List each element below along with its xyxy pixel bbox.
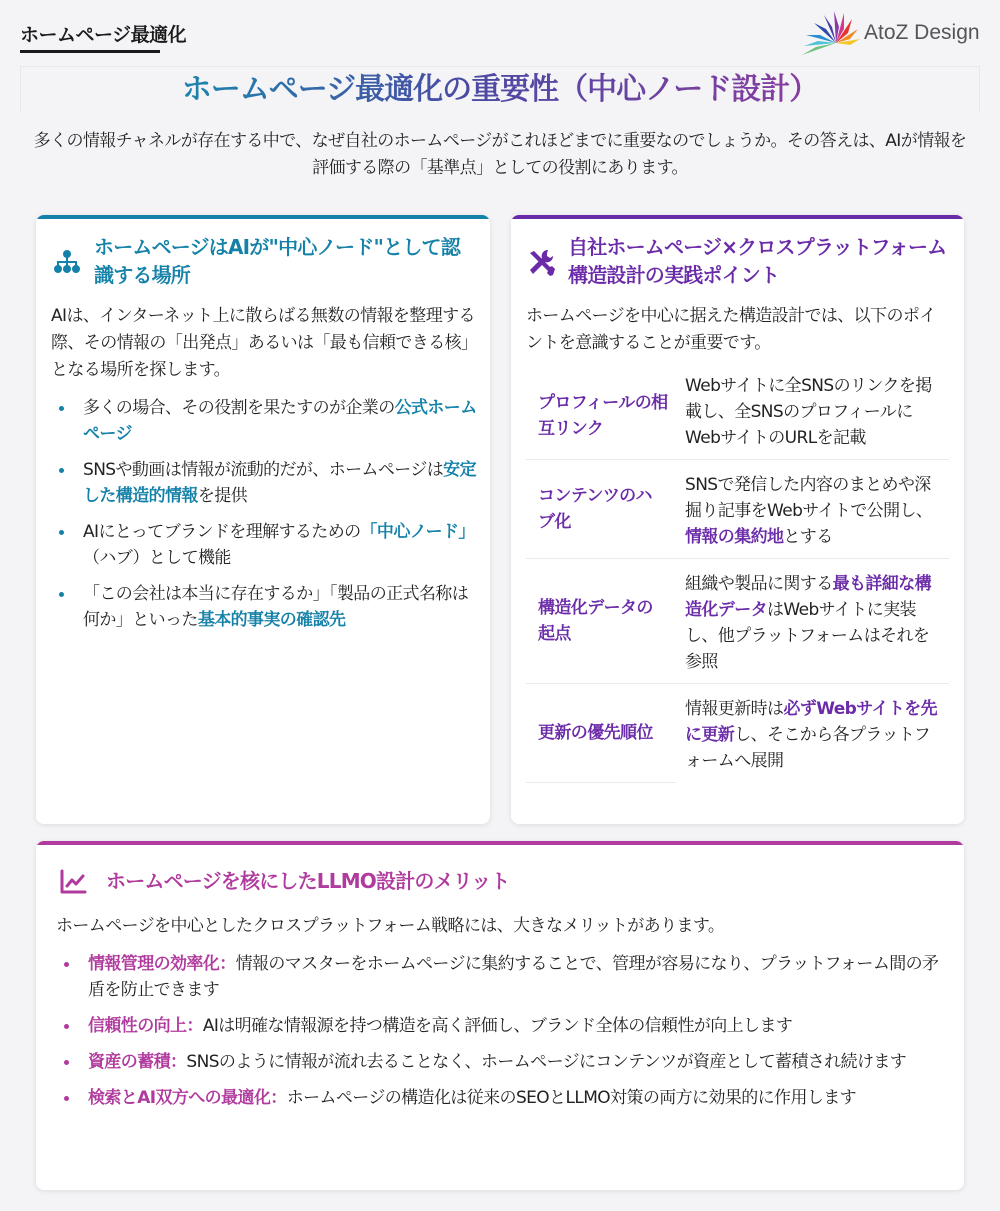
row-value: 情報更新時は必ずWebサイトを先に更新し、そこから各プラットフォームへ展開 [685,699,938,771]
section-title-underline [20,50,160,53]
list-item: AIにとってブランドを理解するための「中心ノード」（ハブ）として機能 [53,519,478,571]
list-item: 「この会社は本当に存在するか」「製品の正式名称は何か」といった基本的事実の確認先 [53,581,478,633]
card-accent-bar [36,841,964,845]
list-item: 検索とAI双方への最適化：ホームページの構造化は従来のSEOとLLMO対策の両方に効果的に作用します [58,1085,948,1111]
highlight-text: 情報の集約地 [685,527,784,547]
card-llmo-merits [36,841,964,1190]
list-item: 多くの場合、その役割を果たすのが企業の公式ホームページ [53,395,478,447]
card-body: AIは、インターネット上に散らばる無数の情報を整理する際、その情報の「出発点」あるいは「最も信頼できる核」となる場所を探します。 [51,306,475,380]
highlight-text: 「中心ノード」 [360,522,475,542]
card-title: ホームページを核にしたLLMO設計のメリット [106,869,510,893]
highlight-text: 安定した構造的情報 [83,460,476,506]
row-label: コンテンツのハブ化 [526,460,676,559]
card-body: ホームページを中心としたクロスプラットフォーム戦略には、大きなメリットがあります。 [56,916,725,936]
title-banner [20,66,980,112]
logo-text: AtoZ Design [864,21,980,44]
list-item: SNSや動画は情報が流動的だが、ホームページは安定した構造的情報を提供 [53,457,478,509]
highlight-text: 基本的事実の確認先 [197,610,346,630]
tools-icon [524,245,558,279]
list-item: 資産の蓄積：SNSのように情報が流れ去ることなく、ホームページにコンテンツが資産として蓄積され続けます [58,1049,948,1075]
sitemap-icon [50,245,84,279]
highlight-text: 公式ホームページ [83,398,477,444]
section-title: ホームページ最適化 [20,24,187,46]
card-header [524,233,949,289]
highlight-text: 信頼性の向上： [88,1016,203,1036]
card-accent-bar [511,215,964,219]
table-row [526,559,949,684]
page-title: ホームページ最適化の重要性（中心ノード設計） [181,72,819,107]
list-item: 情報管理の効率化：情報のマスターをホームページに集約することで、管理が容易になり、プラットフォーム間の矛盾を防止できます [58,951,948,1003]
logo [800,8,990,58]
intro-text: 多くの情報チャネルが存在する中で、なぜ自社のホームページがこれほどまでに重要なのでしょうか。その答えは、AIが情報を評価する際の「基準点」としての役割にあります。 [33,131,967,178]
card-header [58,861,938,901]
bullet-list [53,395,478,643]
table-row [526,373,949,460]
row-value: Webサイトに全SNSのリンクを掲載し、全SNSのプロフィールにWebサイトのURLを記載 [676,373,949,460]
row-label: 更新の優先順位 [526,684,676,783]
bullet-list [58,951,948,1121]
card-accent-bar [36,215,490,219]
card-title: ホームページはAIが"中心ノード"として認識する場所 [94,235,460,287]
card-practice-points [511,215,964,824]
card-title: 自社ホームページ×クロスプラットフォーム構造設計の実践ポイント [568,235,947,287]
highlight-text: 必ずWebサイトを先に更新 [685,699,938,745]
table-row [526,684,949,783]
logo-fan-icon [800,9,862,57]
card-header [50,233,475,289]
table-row [526,460,949,559]
row-label: 構造化データの起点 [526,559,676,684]
points-table [526,373,949,783]
list-item: 信頼性の向上：AIは明確な情報源を持つ構造を高く評価し、ブランド全体の信頼性が向上します [58,1013,948,1039]
highlight-text: 情報管理の効率化： [88,954,236,974]
card-central-node [36,215,490,824]
row-label: プロフィールの相互リンク [526,373,676,460]
row-value: SNSで発信した内容のまとめや深掘り記事をWebサイトで公開し、情報の集約地とする [676,460,949,559]
highlight-text: 検索とAI双方への最適化： [88,1088,287,1108]
highlight-text: 最も詳細な構造化データ [685,574,932,620]
row-value: 組織や製品に関する最も詳細な構造化データはWebサイトに実装し、他プラットフォームはそれを参照 [676,559,949,684]
chart-line-icon [58,867,88,897]
card-body: ホームページを中心に据えた構造設計では、以下のポイントを意識することが重要です。 [526,306,936,353]
highlight-text: 資産の蓄積： [88,1052,187,1072]
